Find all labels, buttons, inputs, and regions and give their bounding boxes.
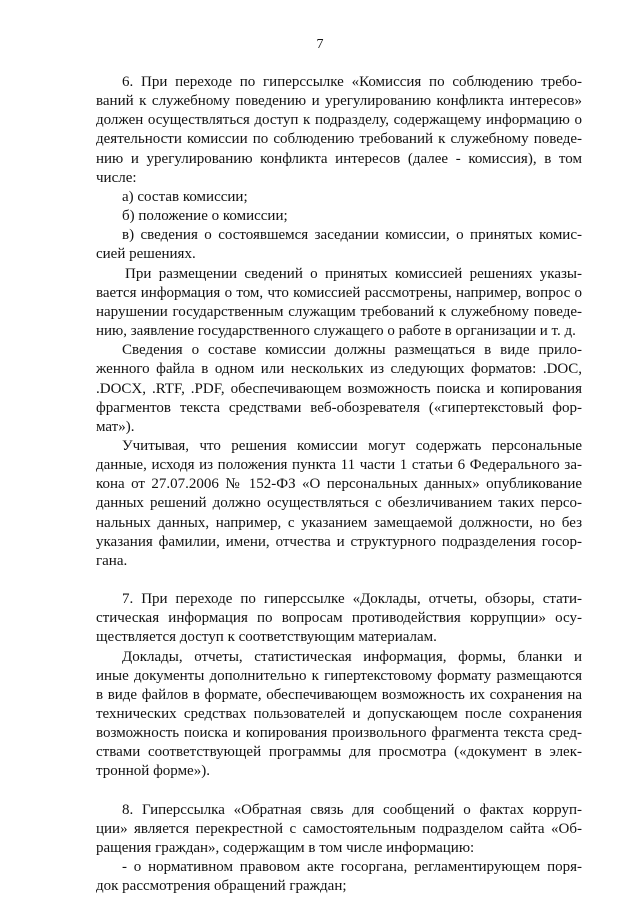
paragraph [96, 858, 582, 896]
text-line: вается информация о том, что комиссией рассмотрены, например, вопрос о [96, 284, 582, 301]
text-line: данных решений должно осуществляться с обезличиванием таких персо- [96, 495, 582, 512]
text-line: - о нормативном правовом акте госоргана, регламентирующем поря- [122, 859, 582, 876]
text-line: ществляется доступ к соответствующим материалам. [96, 629, 437, 646]
text-line: числе: [96, 169, 137, 186]
paragraph [96, 188, 582, 207]
text-line: тронной форме»). [96, 763, 210, 780]
text-line: сией решениях. [96, 246, 196, 263]
text-line: нальных данных, например, с указанием замещаемой должности, но без [96, 514, 582, 531]
section-gap [96, 782, 582, 801]
text-line: иные документы дополнительно к гипертекстовому формату размещаются [96, 667, 582, 684]
paragraph [96, 648, 582, 782]
text-line: Учитывая, что решения комиссии могут содержать персональные [122, 437, 582, 454]
text-line: нию и урегулированию конфликта интересов (далее - комиссия), в том [96, 150, 582, 167]
paragraph [96, 207, 582, 226]
paragraph [96, 437, 582, 571]
text-line: 7. При переходе по гиперссылке «Доклады, отчеты, обзоры, стати- [122, 591, 582, 608]
paragraph [96, 73, 582, 188]
text-line: При размещении сведений о принятых комиссией решениях указы- [125, 265, 582, 282]
paragraph [96, 226, 582, 264]
text-line: 8. Гиперссылка «Обратная связь для сообщений о фактах корруп- [122, 801, 582, 818]
text-line: кона от 27.07.2006 № 152-ФЗ «О персональных данных» опубликование [96, 476, 582, 493]
text-line: возможность поиска и копирования произвольного фрагмента текста сред- [96, 725, 582, 742]
text-line: в виде файлов в формате, обеспечивающем возможность их сохранения на [96, 686, 582, 703]
text-line: нарушении государственным служащим требований к служебному поведе- [96, 303, 582, 320]
text-line: 6. При переходе по гиперссылке «Комиссия по соблюдению требо- [122, 74, 582, 90]
text-line: должен осуществляться доступ к подразделу, содержащему информацию о [96, 112, 582, 129]
text-line: Доклады, отчеты, статистическая информация, формы, бланки и [122, 648, 582, 665]
text-line: стическая информация по вопросам противодействия коррупции» осу- [96, 610, 582, 627]
paragraph [96, 265, 582, 342]
text-line: деятельности комиссии по соблюдению требований к служебному поведе- [96, 131, 582, 148]
text-line: указания фамилии, имени, отчества и структурного подразделения госор- [96, 533, 582, 550]
text-line: в) сведения о состоявшемся заседании комиссии, о принятых комис- [122, 227, 582, 244]
text-line: док рассмотрения обращений граждан; [96, 878, 347, 895]
text-line: технических средствах пользователей и допускающем после сохранения [96, 706, 582, 722]
text-line: ции» является перекрестной с самостоятельным подразделом сайта «Об- [96, 820, 582, 837]
paragraph [96, 341, 582, 437]
paragraph [96, 590, 582, 647]
text-line: мат»). [96, 418, 135, 435]
text-line: ствами соответствующей программы для просмотра («документ в элек- [96, 744, 582, 761]
section-gap [96, 571, 582, 590]
text-line: ращения граждан», содержащим в том числе информацию: [96, 839, 475, 856]
text-line: Сведения о составе комиссии должны размещаться в виде прило- [122, 342, 582, 359]
text-line: ваний к служебному поведению и урегулированию конфликта интересов» [96, 93, 582, 110]
text-line: женного файла в одном или нескольких из следующих форматов: .DOC, [96, 361, 582, 378]
paragraph [96, 801, 582, 858]
text-line: нию, заявление государственного служащего о работе в организации и т. д. [96, 323, 576, 340]
text-line: .DOCX, .RTF, .PDF, обеспечивающем возможность поиска и копирования [96, 380, 582, 397]
page-number: 7 [316, 37, 324, 52]
text-line: данные, исходя из положения пункта 11 части 1 статьи 6 Федерального за- [96, 457, 582, 474]
text-line: б) положение о комиссии; [122, 208, 288, 225]
text-line: а) состав комиссии; [122, 188, 248, 205]
text-line: фрагментов текста средствами веб-обозревателя («гипертекстовый фор- [96, 399, 582, 416]
document-body [96, 73, 582, 896]
text-line: гана. [96, 552, 128, 569]
